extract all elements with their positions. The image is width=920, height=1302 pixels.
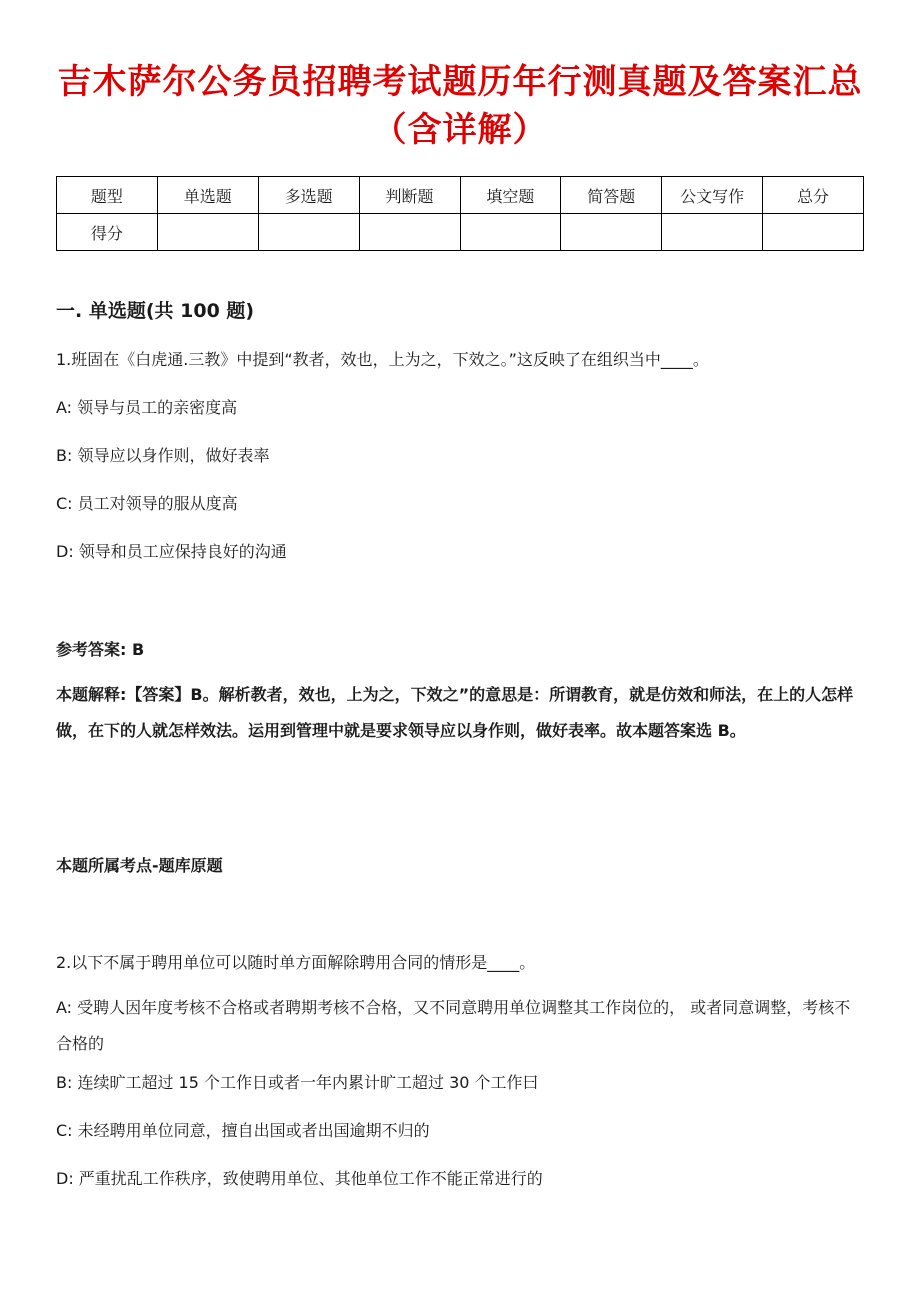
- header-cell: 填空题: [460, 177, 561, 214]
- question-2-option-b: B: 连续旷工超过 15 个工作日或者一年内累计旷工超过 30 个工作曰: [56, 1073, 539, 1092]
- question-1-answer: 参考答案: B: [56, 640, 145, 659]
- question-1-option-c: C: 员工对领导的服从度高: [56, 494, 238, 513]
- score-cell: [157, 214, 258, 251]
- header-cell: 简答题: [561, 177, 662, 214]
- header-cell: 多选题: [258, 177, 359, 214]
- score-cell: [460, 214, 561, 251]
- question-1-option-b: B: 领导应以身作则，做好表率: [56, 446, 270, 465]
- row-label-cell: 得分: [57, 214, 158, 251]
- score-table-header-row: [57, 177, 864, 214]
- question-1-option-a: A: 领导与员工的亲密度高: [56, 398, 238, 417]
- question-1-source: 本题所属考点-题库原题: [56, 856, 223, 875]
- question-2-option-c: C: 未经聘用单位同意，擅自出国或者出国逾期不归的: [56, 1121, 430, 1140]
- score-cell: [359, 214, 460, 251]
- question-2-option-d: D: 严重扰乱工作秩序，致使聘用单位、其他单位工作不能正常进行的: [56, 1169, 543, 1188]
- score-cell: [258, 214, 359, 251]
- header-cell: 公文写作: [662, 177, 763, 214]
- question-1-stem: 1.班固在《白虎通.三教》中提到“教者，效也，上为之，下效之。”这反映了在组织当中____。: [56, 350, 709, 369]
- score-table-score-row: [57, 214, 864, 251]
- document-title: 吉木萨尔公务员招聘考试题历年行测真题及答案汇总（含详解）: [57, 62, 863, 150]
- question-1-option-d: D: 领导和员工应保持良好的沟通: [56, 542, 287, 561]
- score-cell: [561, 214, 662, 251]
- score-cell: [662, 214, 763, 251]
- header-cell: 单选题: [157, 177, 258, 214]
- score-cell: [763, 214, 864, 251]
- header-cell: 总分: [763, 177, 864, 214]
- score-table: [56, 176, 864, 251]
- header-cell: 题型: [57, 177, 158, 214]
- question-2-stem: 2.以下不属于聘用单位可以随时单方面解除聘用合同的情形是____。: [56, 953, 536, 972]
- section-title: 一. 单选题(共 100 题): [56, 300, 255, 322]
- header-cell: 判断题: [359, 177, 460, 214]
- question-2-option-a: A: 受聘人因年度考核不合格或者聘期考核不合格，又不同意聘用单位调整其工作岗位的， 或者同意调整，考核不合格的: [56, 998, 851, 1053]
- question-1-explanation: 本题解释:【答案】B。解析教者，效也，上为之，下效之”的意思是：所谓教育，就是仿效和师法，在上的人怎样做，在下的人就怎样效法。运用到管理中就是要求领导应以身作则，做好表率。故本题答案选 B。: [56, 685, 854, 740]
